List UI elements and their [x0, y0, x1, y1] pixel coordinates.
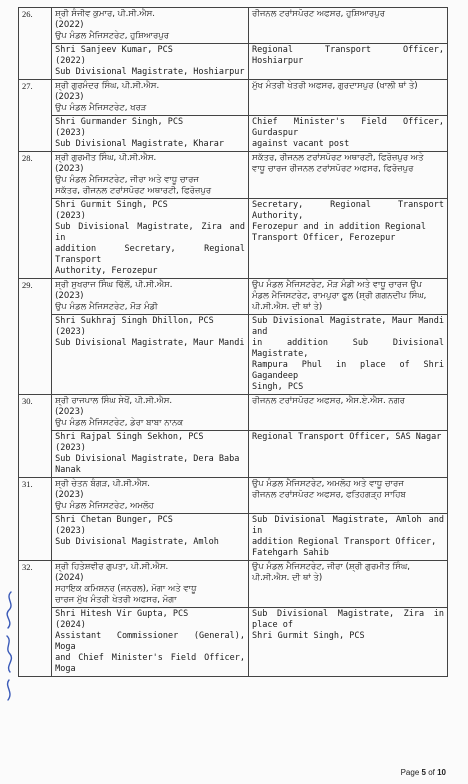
- entry-row-english: [19, 608, 448, 677]
- new-posting-punjabi: ਸਕੱਤਰ, ਰੀਜਨਲ ਟਰਾਂਸਪੋਰਟ ਅਥਾਰਟੀ, ਫਿਰੋਜ਼ਪੁਰ ਅਤੇ ਵਾਧੂ ਚਾਰਜ ਰੀਜਨਲ ਟਰਾਂਸਪੋਰਟ ਅਫਸਰ, ਫਿਰੋਜ਼ਪੁਰ: [249, 152, 448, 199]
- officer-current-posting-punjabi: ਸ਼੍ਰੀ ਰਾਜਪਾਲ ਸਿੰਘ ਸੇਖੋਂ, ਪੀ.ਸੀ.ਐਸ. (2023) ਉਪ ਮੰਡਲ ਮੈਜਿਸਟਰੇਟ, ਡੇਰਾ ਬਾਬਾ ਨਾਨਕ: [52, 395, 249, 431]
- new-posting-english: Regional Transport Officer, SAS Nagar: [249, 431, 448, 478]
- officer-current-posting-english: Shri Hitesh Vir Gupta, PCS (2024) Assistant Commissioner (General), Moga and Chief Minister's Field Officer, Moga: [52, 608, 249, 677]
- page-total: 10: [437, 768, 446, 777]
- page-of-label: of: [428, 768, 435, 777]
- handwritten-mark: [1, 588, 17, 708]
- entry-row-english: [19, 431, 448, 478]
- entry-row-english: [19, 199, 448, 279]
- new-posting-punjabi: ਉਪ ਮੰਡਲ ਮੈਜਿਸਟਰੇਟ, ਮੌੜ ਮੰਡੀ ਅਤੇ ਵਾਧੂ ਚਾਰਜ ਉਪ ਮੰਡਲ ਮੈਜਿਸਟਰੇਟ, ਰਾਮਪੁਰਾ ਫੂਲ (ਸ਼੍ਰੀ ਗਗਨਦੀਪ ਸਿੰਘ, ਪੀ.ਸੀ.ਐਸ. ਦੀ ਥਾਂ ਤੇ): [249, 279, 448, 315]
- entry-row-punjabi: [19, 478, 448, 514]
- officer-current-posting-punjabi: ਸ਼੍ਰੀ ਸੁਖਰਾਜ ਸਿੰਘ ਢਿੱਲੋਂ, ਪੀ.ਸੀ.ਐਸ. (2023) ਉਪ ਮੰਡਲ ਮੈਜਿਸਟਰੇਟ, ਮੌੜ ਮੰਡੀ: [52, 279, 249, 315]
- page-label: Page: [400, 768, 420, 777]
- officer-current-posting-english: Shri Gurmander Singh, PCS (2023) Sub Divisional Magistrate, Kharar: [52, 116, 249, 152]
- new-posting-punjabi: ਉਪ ਮੰਡਲ ਮੈਜਿਸਟਰੇਟ, ਅਮਲੋਹ ਅਤੇ ਵਾਧੂ ਚਾਰਜ ਰੀਜਨਲ ਟਰਾਂਸਪੋਰਟ ਅਫਸਰ, ਫਤਿਹਗੜ੍ਹ ਸਾਹਿਬ: [249, 478, 448, 514]
- new-posting-english: Sub Divisional Magistrate, Maur Mandi and in addition Sub Divisional Magistrate, Rampura Phul in place of Shri Gagandeep Singh, PCS: [249, 315, 448, 395]
- officer-current-posting-english: Shri Chetan Bunger, PCS (2023) Sub Divisional Magistrate, Amloh: [52, 514, 249, 561]
- page-footer: [401, 768, 446, 777]
- transfer-orders-table: [18, 7, 448, 677]
- officer-current-posting-english: Shri Sanjeev Kumar, PCS (2022) Sub Divisional Magistrate, Hoshiarpur: [52, 44, 249, 80]
- officer-current-posting-punjabi: ਸ਼੍ਰੀ ਗੁਰਮੰਦਰ ਸਿੰਘ, ਪੀ.ਸੀ.ਐਸ. (2023) ਉਪ ਮੰਡਲ ਮੈਜਿਸਟਰੇਟ, ਖਰੜ: [52, 80, 249, 116]
- new-posting-english: Sub Divisional Magistrate, Zira in place of Shri Gurmit Singh, PCS: [249, 608, 448, 677]
- entry-row-punjabi: [19, 279, 448, 315]
- entry-row-punjabi: [19, 152, 448, 199]
- new-posting-punjabi: ਉਪ ਮੰਡਲ ਮੈਜਿਸਟਰੇਟ, ਜੀਰਾ (ਸ਼੍ਰੀ ਗੁਰਮੀਤ ਸਿੰਘ, ਪੀ.ਸੀ.ਐਸ. ਦੀ ਥਾਂ ਤੇ): [249, 561, 448, 608]
- entry-row-english: [19, 116, 448, 152]
- entry-number: 27.: [19, 80, 52, 152]
- officer-current-posting-punjabi: ਸ਼੍ਰੀ ਹਿਤੇਸ਼ਵੀਰ ਗੁਪਤਾ, ਪੀ.ਸੀ.ਐਸ. (2024) ਸਹਾਇਕ ਕਮਿਸ਼ਨਰ (ਜਨਰਲ), ਮੋਗਾ ਅਤੇ ਵਾਧੂ ਚਾਰਜ ਮੁੱਖ ਮੰਤਰੀ ਖੇਤਰੀ ਅਫਸਰ, ਮੋਗਾ: [52, 561, 249, 608]
- officer-current-posting-punjabi: ਸ਼੍ਰੀ ਚੇਤਨ ਬੰਗੜ, ਪੀ.ਸੀ.ਐਸ. (2023) ਉਪ ਮੰਡਲ ਮੈਜਿਸਟਰੇਟ, ਅਮਲੋਹ: [52, 478, 249, 514]
- entry-number: 28.: [19, 152, 52, 279]
- officer-current-posting-english: Shri Rajpal Singh Sekhon, PCS (2023) Sub Divisional Magistrate, Dera Baba Nanak: [52, 431, 249, 478]
- new-posting-english: Regional Transport Officer, Hoshiarpur: [249, 44, 448, 80]
- entry-row-punjabi: [19, 80, 448, 116]
- new-posting-punjabi: ਰੀਜਨਲ ਟਰਾਂਸਪੋਰਟ ਅਫਸਰ, ਐਸ.ਏ.ਐਸ. ਨਗਰ: [249, 395, 448, 431]
- entry-row-punjabi: [19, 561, 448, 608]
- entry-row-punjabi: [19, 395, 448, 431]
- entry-row-english: [19, 44, 448, 80]
- officer-current-posting-english: Shri Sukhraj Singh Dhillon, PCS (2023) Sub Divisional Magistrate, Maur Mandi: [52, 315, 249, 395]
- entry-row-english: [19, 315, 448, 395]
- entry-number: 31.: [19, 478, 52, 561]
- entry-number: 32.: [19, 561, 52, 677]
- entry-number: 30.: [19, 395, 52, 478]
- new-posting-english: Sub Divisional Magistrate, Amloh and in addition Regional Transport Officer, Fatehgarh Sahib: [249, 514, 448, 561]
- officer-current-posting-punjabi: ਸ਼੍ਰੀ ਗੁਰਮੀਤ ਸਿੰਘ, ਪੀ.ਸੀ.ਐਸ. (2023) ਉਪ ਮੰਡਲ ਮੈਜਿਸਟਰੇਟ, ਜੀਰਾ ਅਤੇ ਵਾਧੂ ਚਾਰਜ ਸਕੱਤਰ, ਰੀਜਨਲ ਟਰਾਂਸਪੋਰਟ ਅਥਾਰਟੀ, ਫਿਰੋਜ਼ਪੁਰ: [52, 152, 249, 199]
- new-posting-english: Secretary, Regional Transport Authority, Ferozepur and in addition Regional Transport Officer, Ferozepur: [249, 199, 448, 279]
- page-number: 5: [421, 768, 426, 777]
- new-posting-punjabi: ਮੁੱਖ ਮੰਤਰੀ ਖੇਤਰੀ ਅਫਸਰ, ਗੁਰਦਾਸਪੁਰ (ਖਾਲੀ ਥਾਂ ਤੇ): [249, 80, 448, 116]
- entry-row-punjabi: [19, 8, 448, 44]
- new-posting-punjabi: ਰੀਜਨਲ ਟਰਾਂਸਪੋਰਟ ਅਫਸਰ, ਹੁਸ਼ਿਆਰਪੁਰ: [249, 8, 448, 44]
- entry-number: 29.: [19, 279, 52, 395]
- entry-row-english: [19, 514, 448, 561]
- officer-current-posting-punjabi: ਸ਼੍ਰੀ ਸੰਜੀਵ ਕੁਮਾਰ, ਪੀ.ਸੀ.ਐਸ. (2022) ਉਪ ਮੰਡਲ ਮੈਜਿਸਟਰੇਟ, ਹੁਸ਼ਿਆਰਪੁਰ: [52, 8, 249, 44]
- new-posting-english: Chief Minister's Field Officer, Gurdaspur against vacant post: [249, 116, 448, 152]
- entry-number: 26.: [19, 8, 52, 80]
- officer-current-posting-english: Shri Gurmit Singh, PCS (2023) Sub Divisional Magistrate, Zira and in addition Secretary, Regional Transport Authority, Ferozepur: [52, 199, 249, 279]
